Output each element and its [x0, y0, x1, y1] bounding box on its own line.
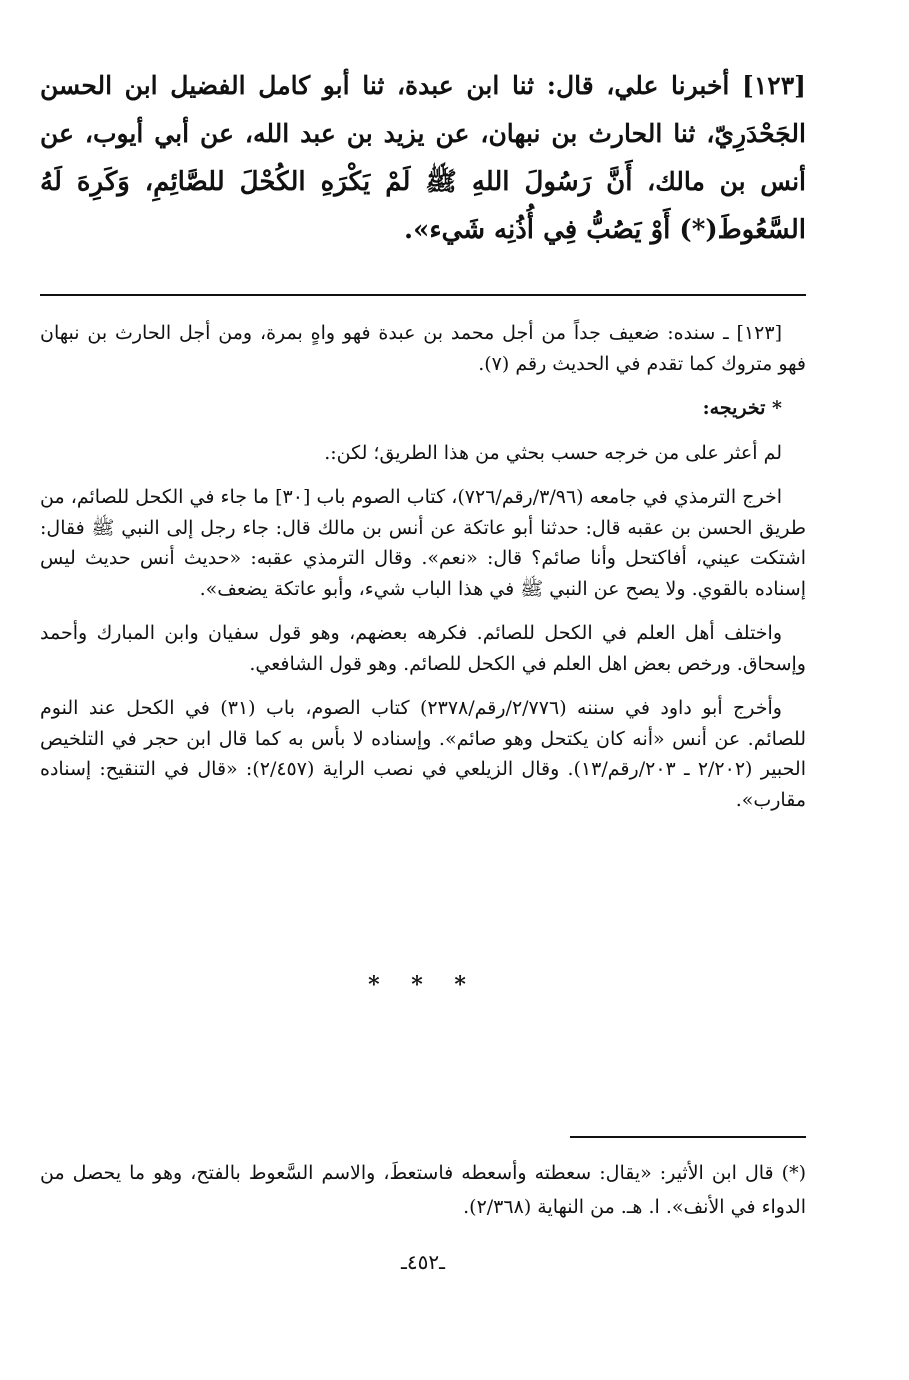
disagreement-paragraph: واختلف أهل العلم في الكحل للصائم. فكرهه بعضهم، وهو قول سفيان وابن المبارك وأحمد وإسحاق. ورخص بعض اهل العلم في الكحل للصائم. وهو قول الشافعي. — [40, 622, 806, 675]
hadith-matn: أَنَّ رَسُولَ اللهِ ﷺ لَمْ يَكْرَهِ الكُحْلَ للصَّائِمِ، وَكَرِهَ لَهُ السَّعُوطَ(*) أَوْ يَصُبُّ فِي أُذُنِه شَيء». — [40, 167, 806, 245]
isnad-paragraph: [١٢٣] ـ سنده: ضعيف جداً من أجل محمد بن عبدة فهو واهٍ بمرة، ومن أجل الحارث بن نبهان فهو متروك كما تقدم في الحديث رقم (٧). — [40, 322, 806, 375]
main-separator-rule — [40, 294, 806, 296]
takhrij-heading: * تخريجه: — [702, 397, 782, 419]
hadith-chain: [١٢٣] أخبرنا علي، قال: ثنا ابن عبدة، ثنا أبو كامل الفضيل ابن الحسن الجَحْدَرِيّ، ثنا الحارث بن نبهان، عن يزيد بن عبد الله، عن أبي أيوب، عن أنس بن مالك، — [40, 71, 806, 196]
commentary-block — [40, 318, 806, 829]
not-found-paragraph: لم أعثر على من خرجه حسب بحثي من هذا الطريق؛ لكن:. — [324, 441, 782, 464]
hadith-paragraph — [40, 62, 806, 254]
footnote-text: (*) قال ابن الأثير: «يقال: سعطته وأسعطه فاستعطَ، والاسم السَّعوط بالفتح، وهو ما يحصل من الدواء في الأنف». ا. هـ. من النهاية (٢/٣٦٨). — [40, 1162, 806, 1218]
abu-dawud-paragraph: وأخرج أبو داود في سننه (٢/٧٧٦/رقم/٢٣٧٨) كتاب الصوم، باب (٣١) في الكحل عند النوم للصائم. عن أنس «أنه كان يكتحل وهو صائم». وإسناده لا بأس به كما قال ابن حجر في التلخيص الحبير (٢/٢٠٢ ـ ٢٠٣/رقم/١٣). وقال الزيلعي في نصب الراية (٢/٤٥٧): «قال في التنقيح: إسناده مقارب». — [40, 697, 806, 811]
section-separator-stars: * * * — [368, 972, 478, 998]
footnote-separator-rule — [570, 1136, 806, 1138]
main-text-block — [40, 62, 806, 254]
page-number: ـ٤٥٢ـ — [401, 1250, 445, 1274]
tirmidhi-paragraph: اخرج الترمذي في جامعه (٣/٩٦/رقم/٧٢٦)، كتاب الصوم باب [٣٠] ما جاء في الكحل للصائم، من طريق الحسن بن عقبه قال: حدثنا أبو عاتكة عن أنس بن مالك قال: جاء رجل إلى النبي ﷺ فقال: اشتكت عيني، أفاكتحل وأنا صائم؟ قال: «نعم». وقال الترمذي عقبه: «حديث أنس حديث ليس إسناده بالقوي. ولا يصح عن النبي ﷺ في هذا الباب شيء، وأبو عاتكة يضعف». — [40, 486, 806, 600]
